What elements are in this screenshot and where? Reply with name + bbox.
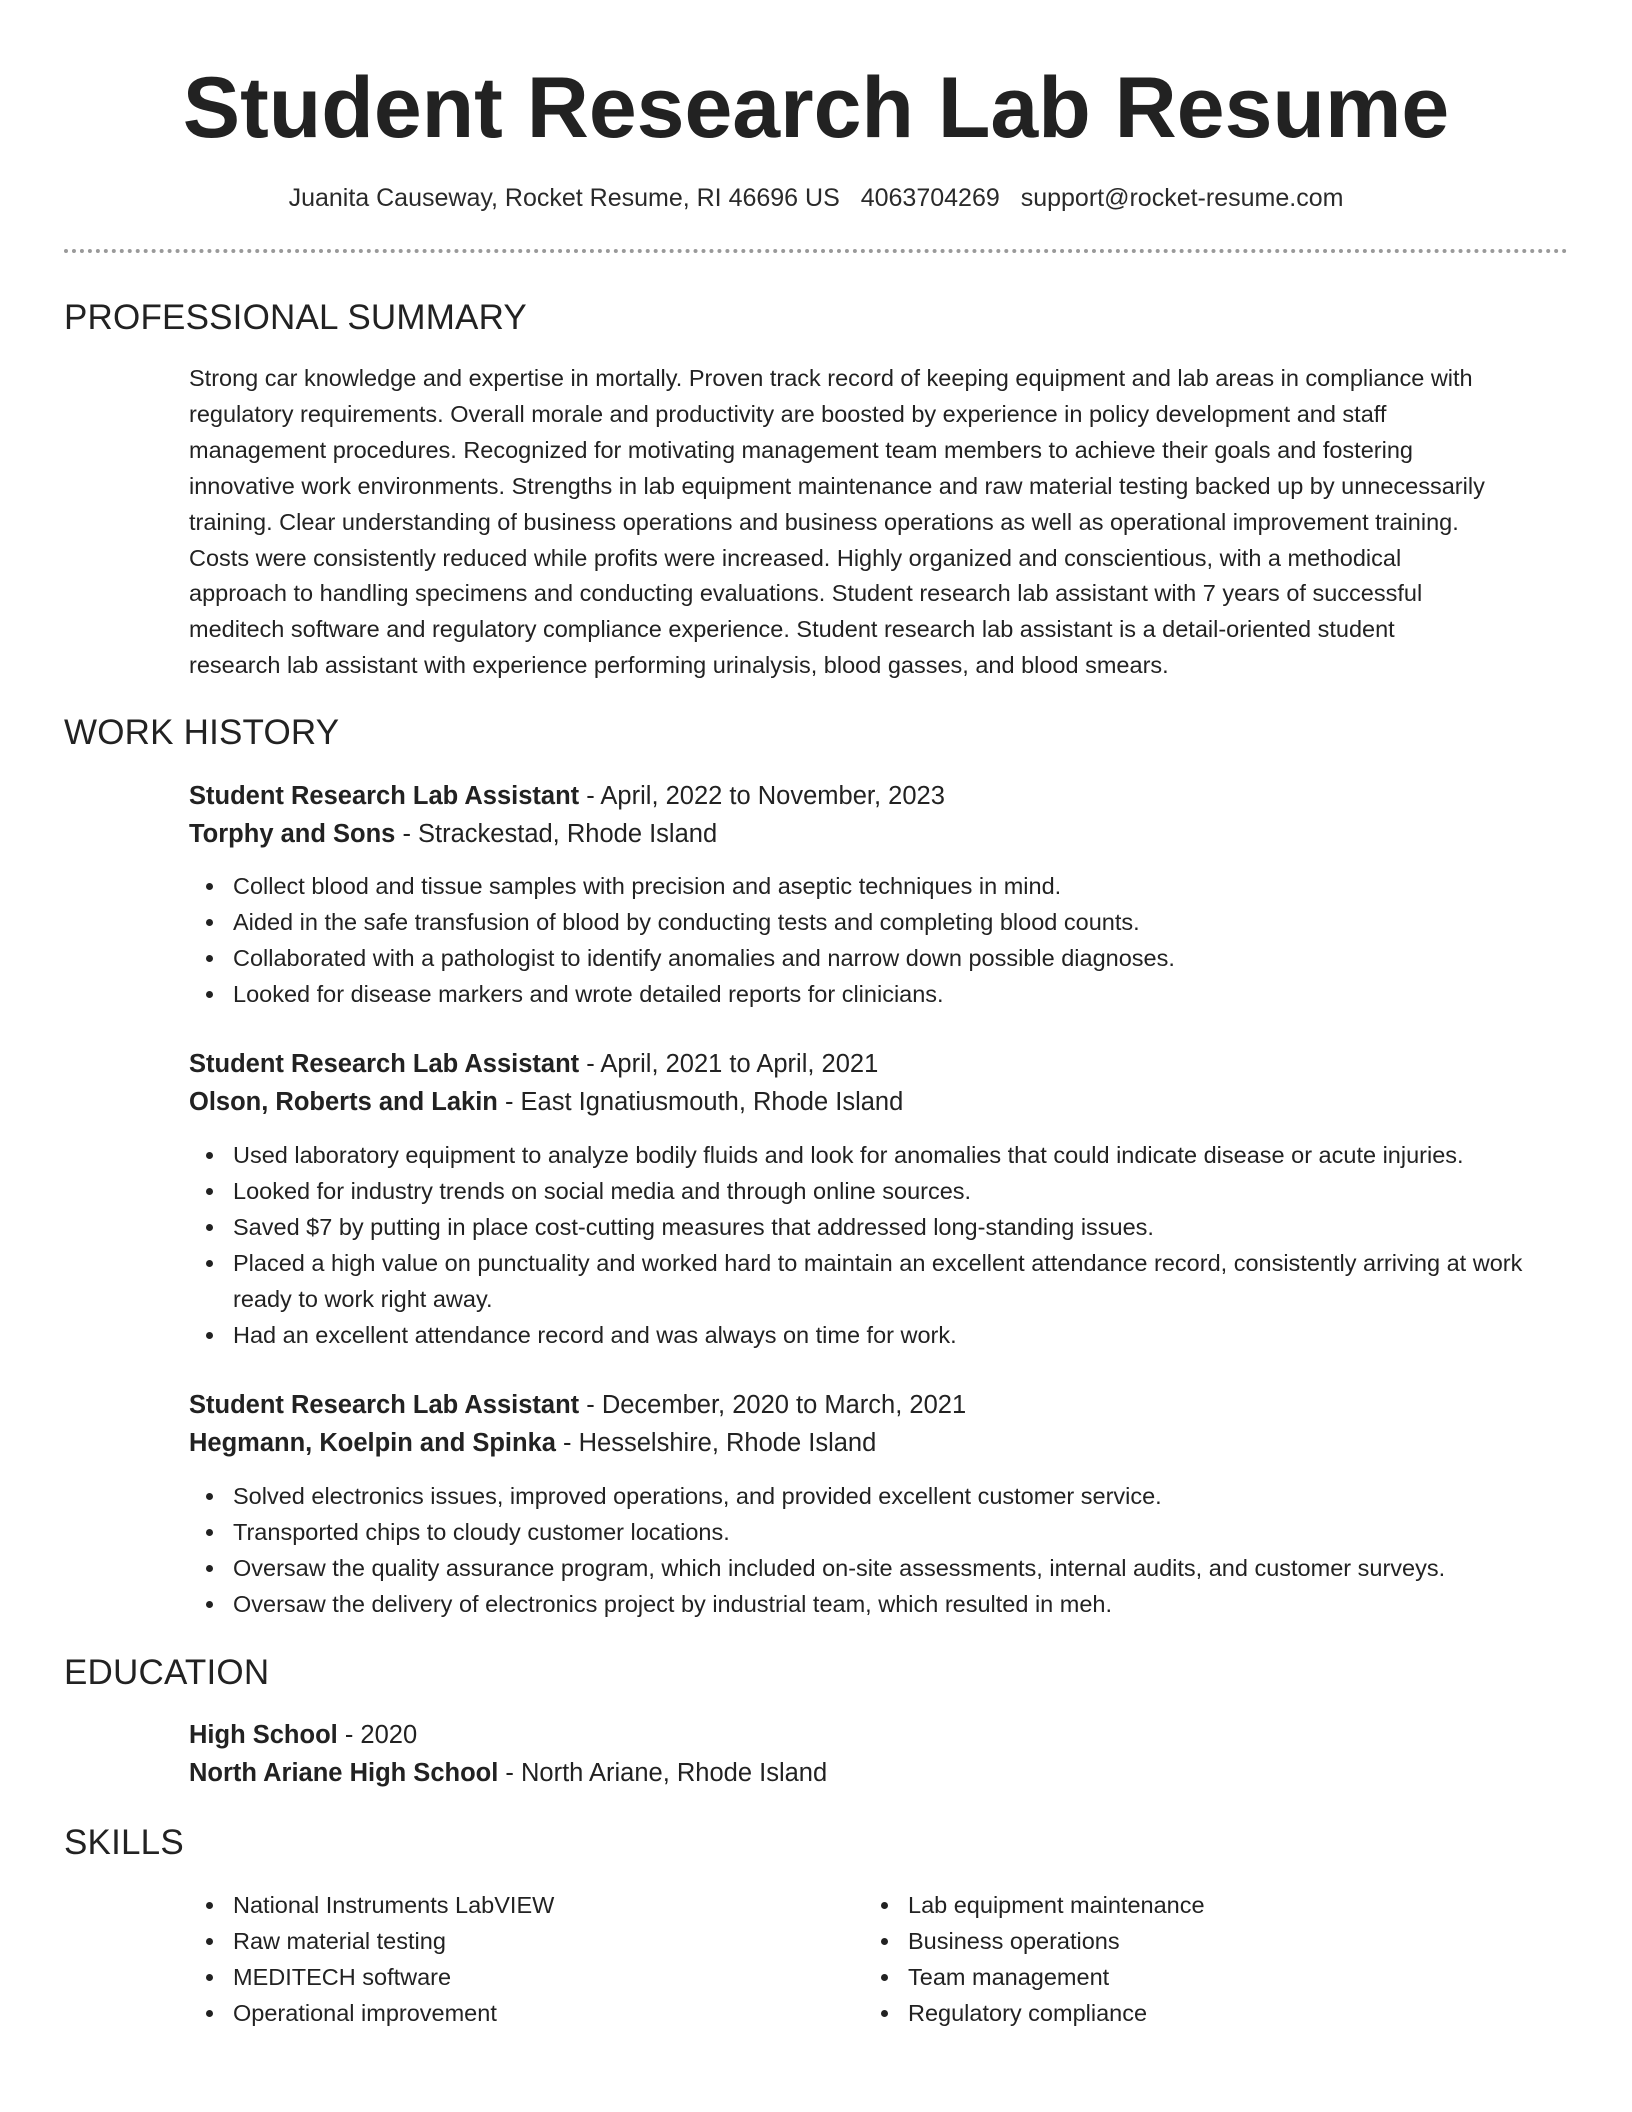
job-title-line [189, 1386, 1569, 1424]
job-title-line [189, 777, 1569, 815]
skill-item: Operational improvement [189, 1995, 829, 2031]
contact-phone: 4063704269 [860, 184, 1000, 212]
header-divider [64, 249, 1568, 253]
summary-line: Costs were consistently reduced while profits were increased. Highly organized and conscientious, with a methodical [189, 544, 1402, 571]
job-title-line [189, 1045, 1569, 1083]
section-title-work-history: WORK HISTORY [64, 713, 340, 752]
summary-line: regulatory requirements. Overall morale and productivity are boosted by experience in policy development and staff [189, 400, 1387, 427]
list-item: Solved electronics issues, improved operations, and provided excellent customer service. [189, 1478, 1569, 1514]
job-company-line [189, 1083, 1569, 1121]
education-school-line [189, 1754, 1569, 1792]
education-school: North Ariane High School [189, 1759, 499, 1787]
job-role: Student Research Lab Assistant [189, 1050, 580, 1078]
job-company-line [189, 1424, 1569, 1462]
job-bullets [189, 1137, 1569, 1353]
job-company: Hegmann, Koelpin and Spinka [189, 1429, 556, 1457]
job-company: Torphy and Sons [189, 820, 396, 848]
job-location: - East Ignatiusmouth, Rhode Island [497, 1088, 904, 1116]
section-title-education: EDUCATION [64, 1653, 270, 1692]
list-item: Had an excellent attendance record and was always on time for work. [189, 1317, 1569, 1353]
skills-column-left [189, 1887, 829, 2031]
summary-line: meditech software and regulatory compliance experience. Student research lab assistant is a detail-oriented student [189, 616, 1395, 643]
job-entry [189, 1045, 1569, 1121]
job-bullets [189, 1478, 1569, 1622]
skill-item: Lab equipment maintenance [864, 1887, 1504, 1923]
list-item: Collect blood and tissue samples with precision and aseptic techniques in mind. [189, 868, 1569, 904]
list-item: Aided in the safe transfusion of blood by conducting tests and completing blood counts. [189, 904, 1569, 940]
skill-item: Raw material testing [189, 1923, 829, 1959]
education-degree: High School [189, 1721, 338, 1749]
job-bullet-list [189, 1137, 1569, 1353]
job-role: Student Research Lab Assistant [189, 782, 580, 810]
job-role: Student Research Lab Assistant [189, 1391, 580, 1419]
list-item: Transported chips to cloudy customer locations. [189, 1514, 1569, 1550]
summary-line: approach to handling specimens and conducting evaluations. Student research lab assistant with 7 years of successful [189, 580, 1423, 607]
list-item: Placed a high value on punctuality and worked hard to maintain an excellent attendance record, consistently arriving at work ready to work right away. [189, 1245, 1569, 1317]
section-title-skills: SKILLS [64, 1823, 184, 1862]
job-company-line [189, 815, 1569, 853]
summary-block [189, 361, 1569, 684]
job-dates: - April, 2022 to November, 2023 [579, 782, 945, 810]
job-bullet-list [189, 868, 1569, 1012]
list-item: Collaborated with a pathologist to identify anomalies and narrow down possible diagnoses. [189, 940, 1569, 976]
education-entry [189, 1716, 1569, 1792]
summary-line: research lab assistant with experience performing urinalysis, blood gasses, and blood smears. [189, 652, 1169, 679]
education-year: - 2020 [337, 1721, 418, 1749]
job-dates: - December, 2020 to March, 2021 [579, 1391, 967, 1419]
page-title: Student Research Lab Resume [182, 60, 1450, 156]
contact-line [0, 180, 1632, 216]
list-item: Oversaw the delivery of electronics project by industrial team, which resulted in meh. [189, 1586, 1569, 1622]
job-location: - Hesselshire, Rhode Island [555, 1429, 877, 1457]
skill-item: National Instruments LabVIEW [189, 1887, 829, 1923]
skills-list [864, 1887, 1504, 2031]
summary-text [189, 361, 1569, 684]
summary-line: Strong car knowledge and expertise in mortally. Proven track record of keeping equipment and lab areas in compliance with [189, 365, 1473, 391]
skill-item: Regulatory compliance [864, 1995, 1504, 2031]
job-company: Olson, Roberts and Lakin [189, 1088, 498, 1116]
job-entry [189, 777, 1569, 853]
contact-email: support@rocket-resume.com [1020, 184, 1344, 212]
job-entry [189, 1386, 1569, 1462]
contact-address: Juanita Causeway, Rocket Resume, RI 46696 US [288, 184, 840, 212]
education-degree-line [189, 1716, 1569, 1754]
skill-item: Business operations [864, 1923, 1504, 1959]
skill-item: Team management [864, 1959, 1504, 1995]
summary-line: training. Clear understanding of business operations and business operations as well as operational improvement training. [189, 508, 1459, 535]
summary-line: innovative work environments. Strengths in lab equipment maintenance and raw material testing backed up by unnecessarily [189, 472, 1485, 499]
skill-item: MEDITECH software [189, 1959, 829, 1995]
skills-list [189, 1887, 829, 2031]
job-location: - Strackestad, Rhode Island [395, 820, 718, 848]
list-item: Looked for industry trends on social media and through online sources. [189, 1173, 1569, 1209]
section-title-summary: PROFESSIONAL SUMMARY [64, 298, 527, 337]
job-bullets [189, 868, 1569, 1012]
skills-column-right [864, 1887, 1504, 2031]
list-item: Used laboratory equipment to analyze bodily fluids and look for anomalies that could indicate disease or acute injuries. [189, 1137, 1569, 1173]
list-item: Saved $7 by putting in place cost-cutting measures that addressed long-standing issues. [189, 1209, 1569, 1245]
job-bullet-list [189, 1478, 1569, 1622]
education-location: - North Ariane, Rhode Island [498, 1759, 828, 1787]
list-item: Looked for disease markers and wrote detailed reports for clinicians. [189, 976, 1569, 1012]
summary-line: management procedures. Recognized for motivating management team members to achieve their goals and fostering [189, 436, 1413, 463]
job-dates: - April, 2021 to April, 2021 [579, 1050, 879, 1078]
list-item: Oversaw the quality assurance program, which included on-site assessments, internal audits, and customer surveys. [189, 1550, 1569, 1586]
